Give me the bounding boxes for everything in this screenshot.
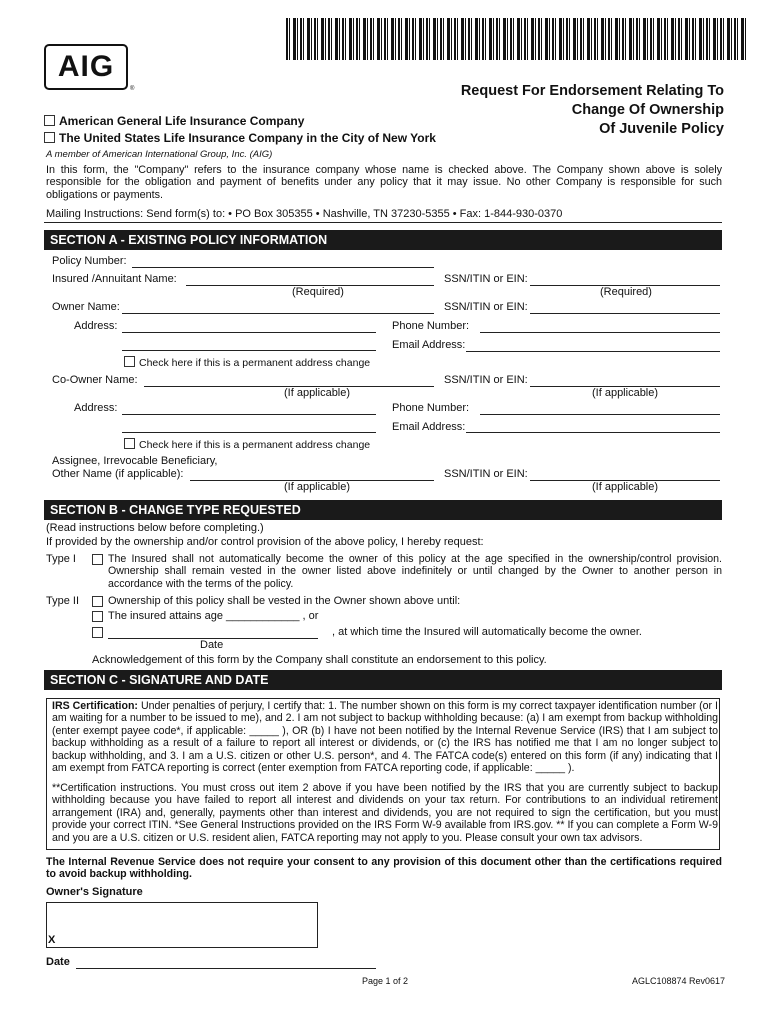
owner-address-field[interactable] — [122, 332, 376, 333]
irs-consent-note: The Internal Revenue Service does not require your consent to any provision of this document other than the certifications required to avoid backup withholding. — [46, 856, 722, 881]
coowner-phone-field[interactable] — [480, 414, 720, 415]
owner-email-label: Email Address: — [392, 339, 466, 351]
irs-certification-label: IRS Certification: — [52, 700, 138, 712]
policy-number-field[interactable] — [132, 267, 434, 268]
aig-logo: AIG — [44, 44, 128, 90]
date-label: Date — [46, 956, 70, 968]
insured-name-label: Insured /Annuitant Name: — [52, 273, 177, 285]
assignee-label-1: Assignee, Irrevocable Beneficiary, — [52, 455, 218, 467]
type-1-text: The Insured shall not automatically become the owner of this policy at the age specified in the ownership/control provision. Ownership shall remain vested in the owner listed above indefinitely or until changed by the Owner to another person in accordance with the terms of the policy. — [108, 553, 722, 590]
company-option-1[interactable]: American General Life Insurance Company — [44, 114, 304, 128]
request-intro: If provided by the ownership and/or control provision of the above policy, I hereby request: — [46, 536, 484, 548]
owner-phone-label: Phone Number: — [392, 320, 470, 332]
company-option-2[interactable]: The United States Life Insurance Company in the City of New York — [44, 131, 436, 145]
if-applicable-note: (If applicable) — [592, 387, 659, 399]
coowner-email-field[interactable] — [466, 432, 720, 433]
section-c-heading: SECTION C - SIGNATURE AND DATE — [44, 670, 722, 690]
if-applicable-note: (If applicable) — [284, 481, 351, 493]
coowner-permanent-address-checkbox[interactable] — [124, 438, 135, 449]
barcode — [286, 18, 746, 60]
type-2-text: Ownership of this policy shall be vested in the Owner shown above until: — [108, 595, 461, 607]
section-b-heading: SECTION B - CHANGE TYPE REQUESTED — [44, 500, 722, 520]
coowner-address-field[interactable] — [122, 414, 376, 415]
policy-number-label: Policy Number: — [52, 255, 127, 267]
insured-ssn-label: SSN/ITIN or EIN: — [444, 273, 528, 285]
type-2-checkbox[interactable] — [92, 596, 103, 607]
mailing-instructions: Mailing Instructions: Send form(s) to: • PO Box 305355 • Nashville, TN 37230-5355 • Fax: 1-844-930-0370 — [46, 208, 563, 220]
owner-address-label: Address: — [74, 320, 118, 332]
required-note: (Required) — [292, 286, 344, 298]
owner-permanent-address-checkbox[interactable] — [124, 356, 135, 367]
title-line-3: Of Juvenile Policy — [599, 121, 724, 137]
if-applicable-note: (If applicable) — [592, 481, 659, 493]
owner-email-field[interactable] — [466, 351, 720, 352]
irs-certification-text: IRS Certification: Under penalties of perjury, I certify that: 1. The number shown on this form is my correct taxpayer identification number (or I am waiting for a number to be issued to me), and 2. I am not subject to backup withholding because: (a) I am exempt from backup withholding (enter exempt payee code*, if applicable: _____ ), OR (b) I have not been notified by the Internal Revenue Service (IRS) that I am subject to backup withholding as a result of a failure to report all interest or dividends, or (c) the IRS has notified me that I am no longer subject to backup withholding, and 3. I am a U.S. citizen or other U.S. person*, and 4. The FATCA code(s) entered on this form (if any) indicating that I am exempt from FATCA reporting is correct (enter exemption from FATCA reporting code, if applicable: _____ ). — [52, 700, 718, 775]
coowner-name-label: Co-Owner Name: — [52, 374, 138, 386]
age-option-text: The insured attains age ____________ , or — [108, 610, 319, 622]
member-note: A member of American International Group, Inc. (AIG) — [46, 149, 273, 160]
page-number: Page 1 of 2 — [362, 976, 409, 986]
date-caption: Date — [200, 639, 224, 651]
company-1-checkbox[interactable] — [44, 115, 55, 126]
owner-signature-label: Owner's Signature — [46, 886, 143, 898]
coowner-phone-label: Phone Number: — [392, 402, 470, 414]
assignee-ssn-label: SSN/ITIN or EIN: — [444, 468, 528, 480]
type-2-label: Type II — [46, 595, 80, 607]
section-a-heading: SECTION A - EXISTING POLICY INFORMATION — [44, 230, 722, 250]
form-title — [461, 82, 724, 139]
owner-address-field-2[interactable] — [122, 350, 376, 351]
coowner-email-label: Email Address: — [392, 421, 466, 433]
certification-instructions: **Certification instructions. You must cross out item 2 above if you have been notified by the IRS that you are currently subject to backup withholding because you have failed to report all interest and dividends on your tax return. For contributions to an individual retirement arrangement (IRA) and, generally, payments other than interest and dividends, you are not required to sign the certification, but you must provide your correct ITIN. *See General Instructions provided on the IRS Form W-9 available from IRS.gov. ** If you can complete a Form W-9 and you are a U.S. citizen or U.S. resident alien, FATCA reporting may not apply to you. Please consult your own tax advisors. — [52, 782, 718, 844]
owner-ssn-field[interactable] — [530, 313, 720, 314]
assignee-label-2: Other Name (if applicable): — [52, 468, 184, 480]
age-option-checkbox[interactable] — [92, 611, 103, 622]
coowner-permanent-address[interactable]: Check here if this is a permanent address change — [124, 438, 370, 451]
owner-signature-field[interactable] — [46, 902, 318, 948]
type-1-checkbox[interactable] — [92, 554, 103, 565]
company-2-checkbox[interactable] — [44, 132, 55, 143]
registered-mark: ® — [130, 86, 135, 92]
coowner-address-field-2[interactable] — [122, 432, 376, 433]
owner-permanent-address[interactable]: Check here if this is a permanent address change — [124, 356, 370, 369]
divider — [44, 222, 722, 223]
signature-x-mark: X — [48, 934, 56, 946]
date-option-checkbox[interactable] — [92, 627, 103, 638]
title-line-1: Request For Endorsement Relating To — [460, 83, 724, 99]
owner-phone-field[interactable] — [480, 332, 720, 333]
coowner-address-label: Address: — [74, 402, 118, 414]
type-1-label: Type I — [46, 553, 76, 565]
owner-ssn-label: SSN/ITIN or EIN: — [444, 301, 528, 313]
acknowledgement: Acknowledgement of this form by the Company shall constitute an endorsement to this policy. — [92, 654, 547, 666]
coowner-ssn-label: SSN/ITIN or EIN: — [444, 374, 528, 386]
if-applicable-note: (If applicable) — [284, 387, 351, 399]
form-code: AGLC108874 Rev0617 — [632, 976, 726, 986]
date-option-text: , at which time the Insured will automatically become the owner. — [332, 626, 642, 638]
required-note: (Required) — [600, 286, 652, 298]
read-instructions: (Read instructions below before completing.) — [46, 522, 264, 534]
title-line-2: Change Of Ownership — [571, 102, 724, 118]
owner-name-field[interactable] — [122, 313, 434, 314]
signature-date-field[interactable] — [76, 968, 376, 969]
owner-name-label: Owner Name: — [52, 301, 120, 313]
intro-paragraph: In this form, the "Company" refers to the insurance company whose name is checked above. The Company shown above is solely responsible for the obligation and payment of benefits under any policy that it may issue. No other Company is responsible for such obligations or payments. — [46, 164, 722, 201]
